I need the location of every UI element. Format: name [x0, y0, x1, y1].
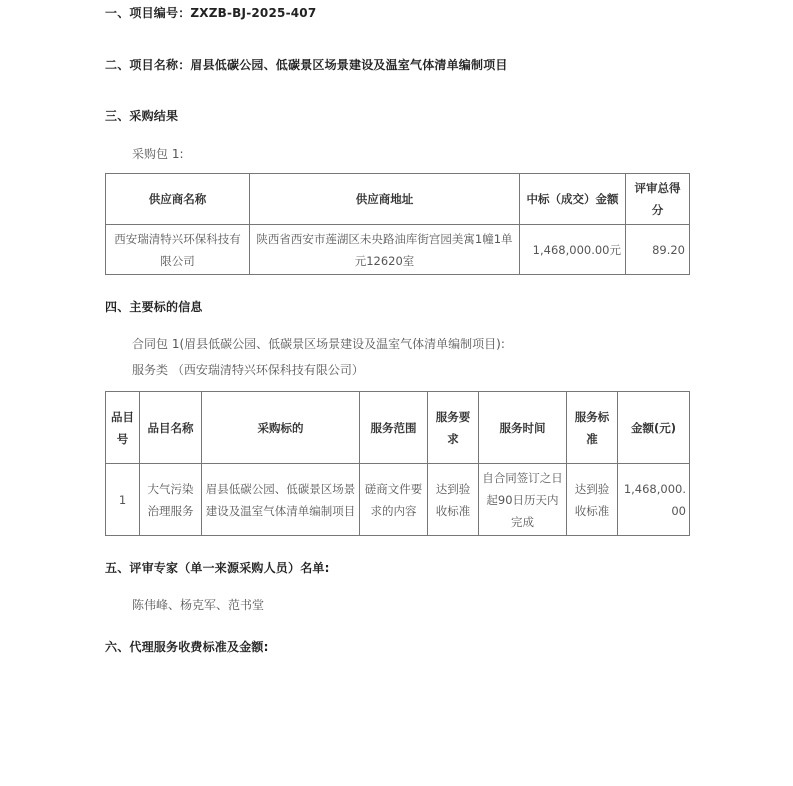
header-service-standard: 服务标准: [567, 392, 618, 464]
header-supplier-address: 供应商地址: [250, 174, 520, 225]
procurement-result-table: [105, 173, 690, 275]
header-subject: 采购标的: [202, 392, 360, 464]
project-name-heading: 二、项目名称：眉县低碳公园、低碳景区场景建设及温室气体清单编制项目: [105, 58, 508, 72]
supplier-name-cell: 西安瑞清特兴环保科技有限公司: [106, 225, 250, 275]
expert-names: 陈伟峰、杨克军、范书堂: [132, 598, 265, 612]
item-name-cell: 大气污染治理服务: [140, 464, 202, 536]
main-subject-info-heading: 四、主要标的信息: [105, 300, 203, 314]
review-experts-heading: 五、评审专家（单一来源采购人员）名单:: [105, 561, 330, 575]
header-service-scope: 服务范围: [360, 392, 428, 464]
table-row: [106, 225, 690, 275]
supplier-address-cell: 陕西省西安市莲湖区未央路油库街宫园美寓1幢1单元12620室: [250, 225, 520, 275]
award-amount-cell: 1,468,000.00元: [520, 225, 626, 275]
agency-fee-heading: 六、代理服务收费标准及金额:: [105, 640, 269, 654]
procurement-result-heading: 三、采购结果: [105, 109, 179, 123]
project-number-heading: 一、项目编号：ZXZB-BJ-2025-407: [105, 6, 317, 20]
header-award-amount: 中标（成交）金额: [520, 174, 626, 225]
service-standard-cell: 达到验收标准: [567, 464, 618, 536]
main-subject-table: [105, 391, 690, 536]
header-item-no: 品目号: [106, 392, 140, 464]
header-amount: 金额(元): [618, 392, 690, 464]
total-score-cell: 89.20: [626, 225, 690, 275]
table-header-row: [106, 174, 690, 225]
amount-cell: 1,468,000.00: [618, 464, 690, 536]
table-row: [106, 464, 690, 536]
subject-cell: 眉县低碳公园、低碳景区场景建设及温室气体清单编制项目: [202, 464, 360, 536]
header-total-score: 评审总得分: [626, 174, 690, 225]
table-header-row: [106, 392, 690, 464]
contract-package-label: 合同包 1(眉县低碳公园、低碳景区场景建设及温室气体清单编制项目):: [132, 337, 505, 351]
service-category-label: 服务类 （西安瑞清特兴环保科技有限公司）: [132, 363, 364, 377]
service-time-cell: 自合同签订之日起90日历天内完成: [479, 464, 567, 536]
header-service-time: 服务时间: [479, 392, 567, 464]
service-requirement-cell: 达到验收标准: [428, 464, 479, 536]
header-supplier-name: 供应商名称: [106, 174, 250, 225]
header-service-requirement: 服务要求: [428, 392, 479, 464]
item-no-cell: 1: [106, 464, 140, 536]
service-scope-cell: 磋商文件要求的内容: [360, 464, 428, 536]
procurement-package-label: 采购包 1:: [132, 147, 184, 161]
header-item-name: 品目名称: [140, 392, 202, 464]
